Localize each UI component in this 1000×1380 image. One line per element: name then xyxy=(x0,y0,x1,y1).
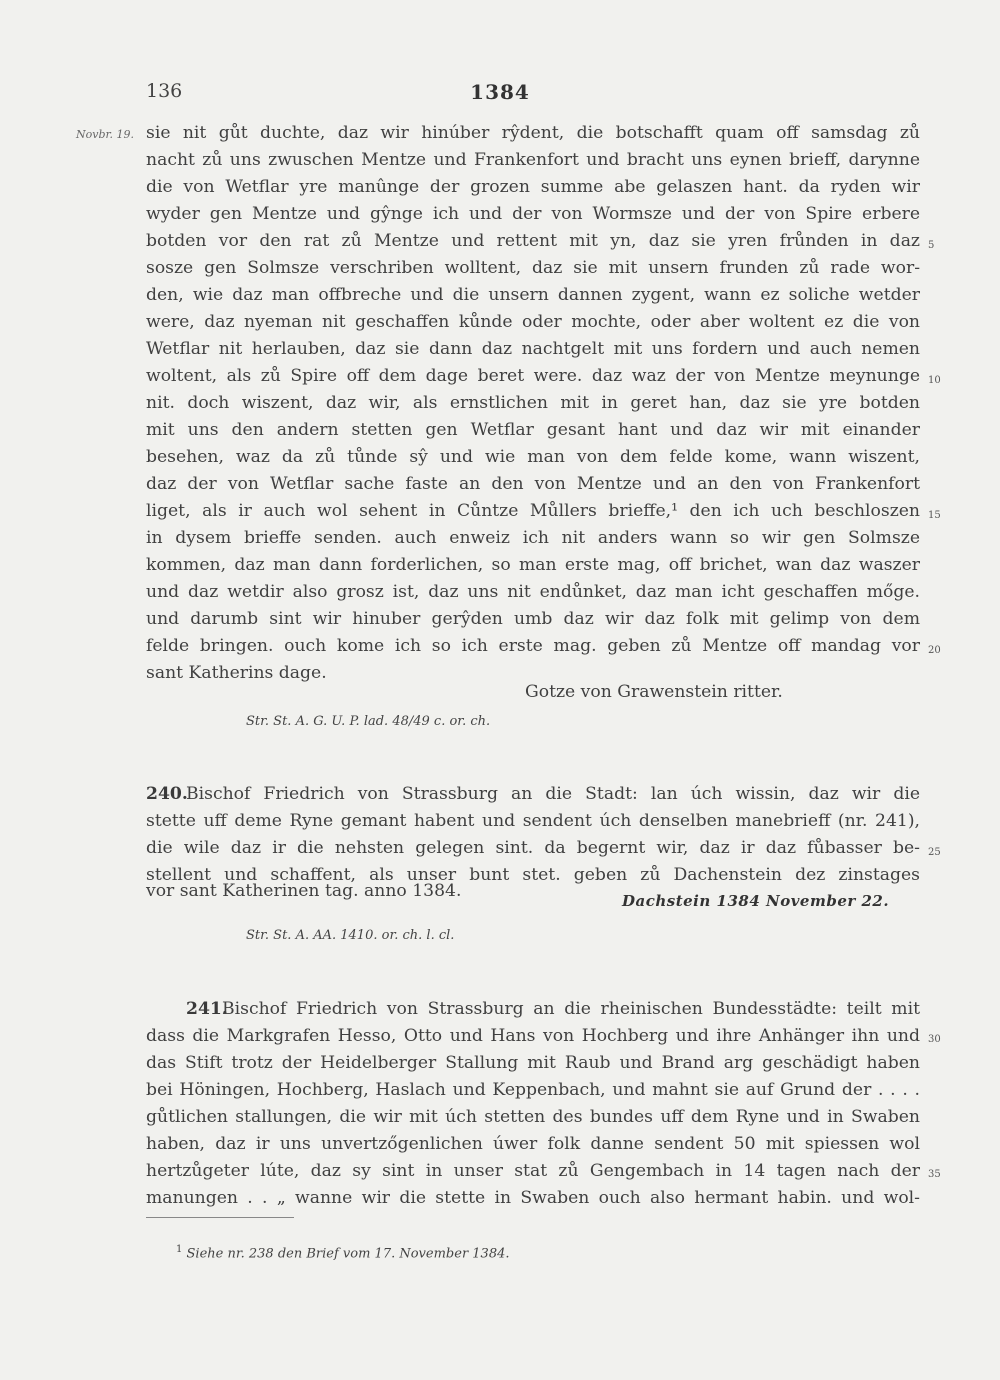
text-line: sosze gen Solmsze verschriben wolltent, daz sie mit unsern frunden zů rade wor- xyxy=(146,258,920,278)
text-line: dass die Markgrafen Hesso, Otto und Hans von Hochberg und ihre Anhänger ihn und xyxy=(146,1026,920,1046)
text-line: felde bringen. ouch kome ich so ich erste mag. geben zů Mentze off mandag vor xyxy=(146,636,920,656)
dateline: Dachstein 1384 November 22. xyxy=(622,892,890,910)
text-line: sie nit gůt duchte, daz wir hinúber rŷdent, die botschafft quam off samsdag zů xyxy=(146,123,920,143)
margin-line-number: 10 xyxy=(928,375,941,386)
text-line: hertzůgeter lúte, daz sy sint in unser stat zů Gengembach in 14 tagen nach der xyxy=(146,1161,920,1181)
text-line: die wile daz ir die nehsten gelegen sint. da begernt wir, daz ir daz fůbasser be- xyxy=(146,838,920,858)
text-line: wyder gen Mentze und gŷnge ich und der von Wormsze und der von Spire erbere xyxy=(146,204,920,224)
entry-number: 240. xyxy=(146,784,188,804)
text-line: das Stift trotz der Heidelberger Stallung mit Raub und Brand arg geschädigt haben xyxy=(146,1053,920,1073)
text-line: in dysem brieffe senden. auch enweiz ich nit anders wann so wir gen Solmsze xyxy=(146,528,920,548)
signature: Gotze von Grawenstein ritter. xyxy=(525,682,783,702)
footnote-rule xyxy=(146,1217,294,1218)
margin-line-number: 35 xyxy=(928,1169,941,1180)
margin-line-number: 15 xyxy=(928,510,941,521)
text-line: vor sant Katherinen tag. anno 1384. xyxy=(146,881,462,901)
text-line: nacht zů uns zwuschen Mentze und Frankenfort und bracht uns eynen brieff, darynne xyxy=(146,150,920,170)
text-line: kommen, daz man dann forderlichen, so man erste mag, off brichet, wan daz waszer xyxy=(146,555,920,575)
text-line: daz der von Wetflar sache faste an den von Mentze und an den von Frankenfort xyxy=(146,474,920,494)
footnote xyxy=(176,1244,510,1261)
footnote-mark: 1 xyxy=(176,1244,183,1255)
text-line: Bischof Friedrich von Strassburg an die rheinischen Bundesstädte: teilt mit xyxy=(222,999,920,1019)
text-line: den, wie daz man offbreche und die unsern dannen zygent, wann ez soliche wetder xyxy=(146,285,920,305)
text-line: nit. doch wiszent, daz wir, als ernstlichen mit in geret han, daz sie yre botden xyxy=(146,393,920,413)
text-line: manungen . . „ wanne wir die stette in Swaben ouch also hermant habin. und wol- xyxy=(146,1188,920,1208)
text-line: sant Katherins dage. xyxy=(146,663,327,683)
text-line: die von Wetflar yre manûnge der grozen summe abe gelaszen hant. da ryden wir xyxy=(146,177,920,197)
text-line: Wetflar nit herlauben, daz sie dann daz nachtgelt mit uns fordern und auch nemen xyxy=(146,339,920,359)
archive-citation: Str. St. A. AA. 1410. or. ch. l. cl. xyxy=(246,928,455,943)
text-line: haben, daz ir uns unvertzőgenlichen úwer folk danne sendent 50 mit spiessen wol xyxy=(146,1134,920,1154)
page-year-heading: 1384 xyxy=(470,80,530,104)
page-number: 136 xyxy=(146,80,183,102)
entry-number: 241. xyxy=(186,999,228,1019)
text-line: und daz wetdir also grosz ist, daz uns nit endůnket, daz man icht geschaffen mőge. xyxy=(146,582,920,602)
text-line: gůtlichen stallungen, die wir mit úch stetten des bundes uff dem Ryne und in Swaben xyxy=(146,1107,920,1127)
margin-line-number: 20 xyxy=(928,645,941,656)
text-line: botden vor den rat zů Mentze und rettent mit yn, daz sie yren frůnden in daz xyxy=(146,231,920,251)
text-line: were, daz nyeman nit geschaffen kůnde oder mochte, oder aber woltent ez die von xyxy=(146,312,920,332)
text-line: liget, als ir auch wol sehent in Cůntze Můllers brieffe,¹ den ich uch beschloszen xyxy=(146,501,920,521)
margin-line-number: 25 xyxy=(928,847,941,858)
text-line: besehen, waz da zů tůnde sŷ und wie man von dem felde kome, wann wiszent, xyxy=(146,447,920,467)
margin-line-number: 30 xyxy=(928,1034,941,1045)
text-line: stellent und schaffent, als unser bunt stet. geben zů Dachenstein dez zinstages xyxy=(146,865,920,885)
text-line: Bischof Friedrich von Strassburg an die Stadt: lan úch wissin, daz wir die xyxy=(186,784,920,804)
text-line: woltent, als zů Spire off dem dage beret were. daz waz der von Mentze meynunge xyxy=(146,366,920,386)
margin-date-note: Novbr. 19. xyxy=(76,128,135,141)
text-line: mit uns den andern stetten gen Wetflar gesant hant und daz wir mit einander xyxy=(146,420,920,440)
footnote-text: Siehe nr. 238 den Brief vom 17. November 1384. xyxy=(186,1246,510,1262)
text-line: stette uff deme Ryne gemant habent und sendent úch denselben manebrieff (nr. 241), xyxy=(146,811,920,831)
text-line: bei Höningen, Hochberg, Haslach und Keppenbach, und mahnt sie auf Grund der . . . . xyxy=(146,1080,920,1100)
margin-line-number: 5 xyxy=(928,240,935,251)
archive-citation: Str. St. A. G. U. P. lad. 48/49 c. or. ch. xyxy=(246,714,491,729)
text-line: und darumb sint wir hinuber gerŷden umb daz wir daz folk mit gelimp von dem xyxy=(146,609,920,629)
